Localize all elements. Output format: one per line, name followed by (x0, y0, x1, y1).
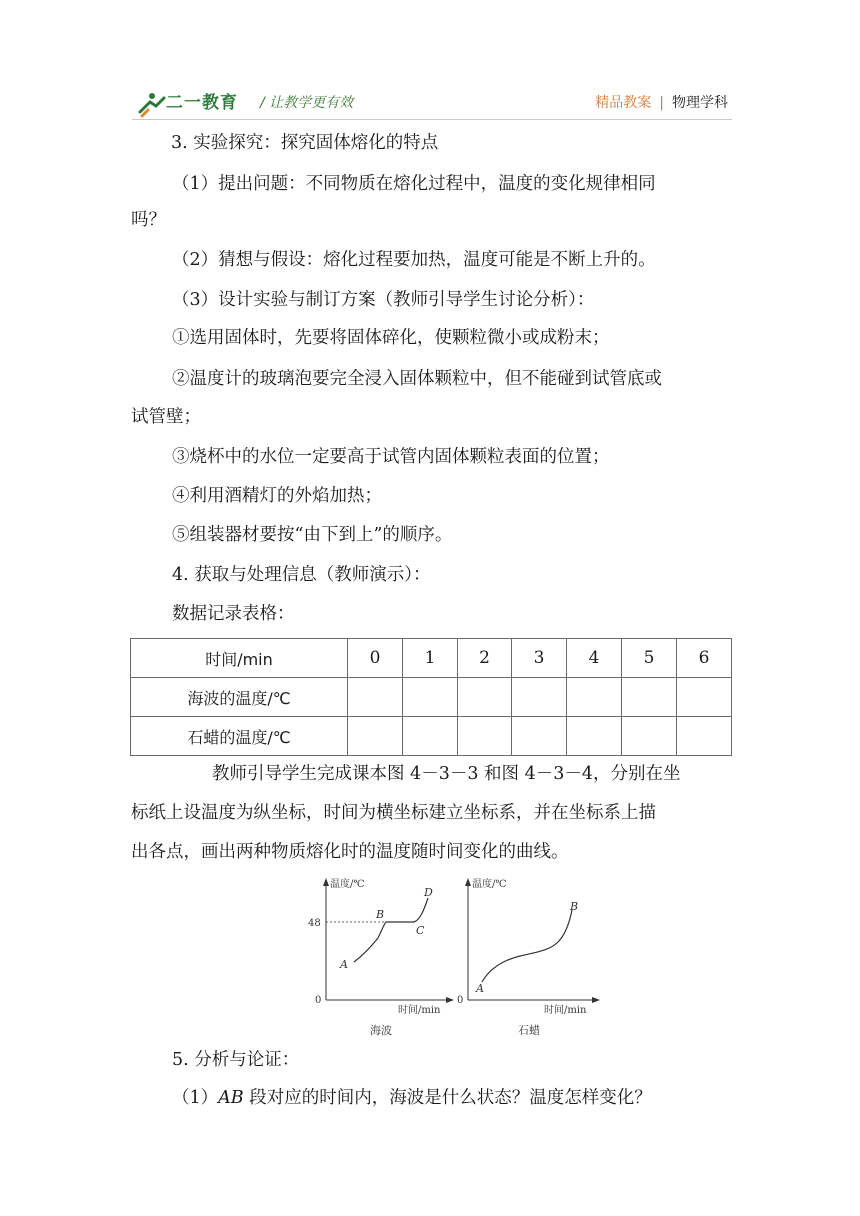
question2: （2）猜想与假设：熔化过程要加热，温度可能是不断上升的。 (172, 250, 656, 270)
guide-line3: 出各点，画出两种物质熔化时的温度随时间变化的曲线。 (131, 842, 569, 862)
section3-title: 3. 实验探究：探究固体熔化的特点 (171, 133, 439, 153)
header-subject: 物理学科 (672, 95, 728, 111)
header-right (595, 92, 728, 112)
table-row-wax (131, 717, 732, 756)
header-category: 精品教案 (595, 95, 652, 111)
table-cell (458, 678, 512, 717)
hypo-origin: 0 (315, 995, 322, 1006)
wax-point-b: B (570, 900, 579, 913)
header-separator: | (659, 95, 664, 111)
wax-melting-graph (448, 872, 608, 1042)
q5-suffix: 段对应的时间内，海波是什么状态？温度怎样变化？ (243, 1088, 652, 1108)
wax-origin: 0 (457, 995, 464, 1006)
question5-1 (172, 1086, 652, 1110)
section5-title: 5. 分析与论证： (172, 1050, 300, 1070)
hypo-point-d: D (424, 886, 433, 899)
table-cell (567, 678, 622, 717)
row-label-wax: 石蜡的温度/℃ (131, 717, 348, 756)
step4: ④利用酒精灯的外焰加热； (172, 486, 382, 506)
wax-curve (482, 910, 572, 982)
wax-point-a: A (476, 982, 484, 995)
table-cell (622, 717, 677, 756)
step3: ③烧杯中的水位一定要高于试管内固体颗粒表面的位置； (172, 447, 610, 467)
table-cell (677, 678, 732, 717)
table-header-label: 时间/min (131, 639, 348, 678)
question3: （3）设计实验与制订方案（教师引导学生讨论分析）： (172, 290, 595, 310)
question1-line2: 吗？ (131, 210, 166, 230)
hypo-y-arrow (323, 878, 329, 886)
q5-prefix: （1） (172, 1088, 219, 1108)
hypo-ylabel: 温度/℃ (330, 879, 365, 890)
table-header-row (131, 639, 732, 678)
table-cell (403, 717, 458, 756)
step5: ⑤组装器材要按“由下到上”的顺序。 (172, 525, 453, 545)
table-cell (622, 678, 677, 717)
table-cell (512, 717, 567, 756)
question1-line1: （1）提出问题：不同物质在熔化过程中，温度的变化规律相同 (172, 174, 656, 194)
table-time-cell: 4 (567, 639, 622, 678)
header-slogan: / 让教学更有效 (260, 95, 354, 111)
table-cell (348, 678, 403, 717)
wax-xlabel: 时间/min (544, 1005, 587, 1016)
wax-x-arrow (592, 997, 600, 1003)
slogan-text: 让教学更有效 (269, 95, 354, 111)
hypo-point-c: C (416, 924, 425, 937)
wax-caption: 石蜡 (518, 1024, 540, 1037)
table-cell (403, 678, 458, 717)
table-time-cell: 2 (458, 639, 512, 678)
guide-line2: 标纸上设温度为纵坐标，时间为横坐标建立坐标系，并在坐标系上描 (131, 803, 656, 823)
table-cell (567, 717, 622, 756)
hypo-point-b: B (376, 908, 385, 921)
hypo-melting-graph (300, 872, 460, 1042)
table-caption: 数据记录表格： (172, 604, 295, 624)
wax-y-arrow (465, 878, 471, 886)
table-cell (512, 678, 567, 717)
table-cell (348, 717, 403, 756)
step1: ①选用固体时，先要将固体碎化，使颗粒微小或成粉末； (172, 328, 610, 348)
step2-line1: ②温度计的玻璃泡要完全浸入固体颗粒中，但不能碰到试管底或 (172, 369, 662, 389)
row-label-hypo: 海波的温度/℃ (131, 678, 348, 717)
hypo-point-a: A (340, 958, 348, 971)
logo-text: 二一教育 (166, 93, 238, 113)
page-header (132, 86, 732, 118)
step2-line2: 试管壁； (131, 407, 201, 427)
table-time-cell: 6 (677, 639, 732, 678)
q5-segment-label: AB (218, 1088, 244, 1108)
data-record-table (130, 638, 732, 756)
hypo-ytick-48: 48 (308, 918, 321, 929)
guide-line1: 教师引导学生完成课本图 4－3－3 和图 4－3－4，分别在坐 (212, 764, 681, 784)
hypo-xlabel: 时间/min (398, 1005, 441, 1016)
hypo-caption: 海波 (370, 1024, 392, 1037)
table-time-cell: 3 (512, 639, 567, 678)
table-time-cell: 5 (622, 639, 677, 678)
table-row-hypo (131, 678, 732, 717)
section4-title: 4. 获取与处理信息（教师演示）： (172, 565, 431, 585)
table-cell (458, 717, 512, 756)
wax-ylabel: 温度/℃ (472, 879, 507, 890)
table-cell (677, 717, 732, 756)
table-time-cell: 1 (403, 639, 458, 678)
header-divider (132, 119, 732, 120)
table-time-cell: 0 (348, 639, 403, 678)
